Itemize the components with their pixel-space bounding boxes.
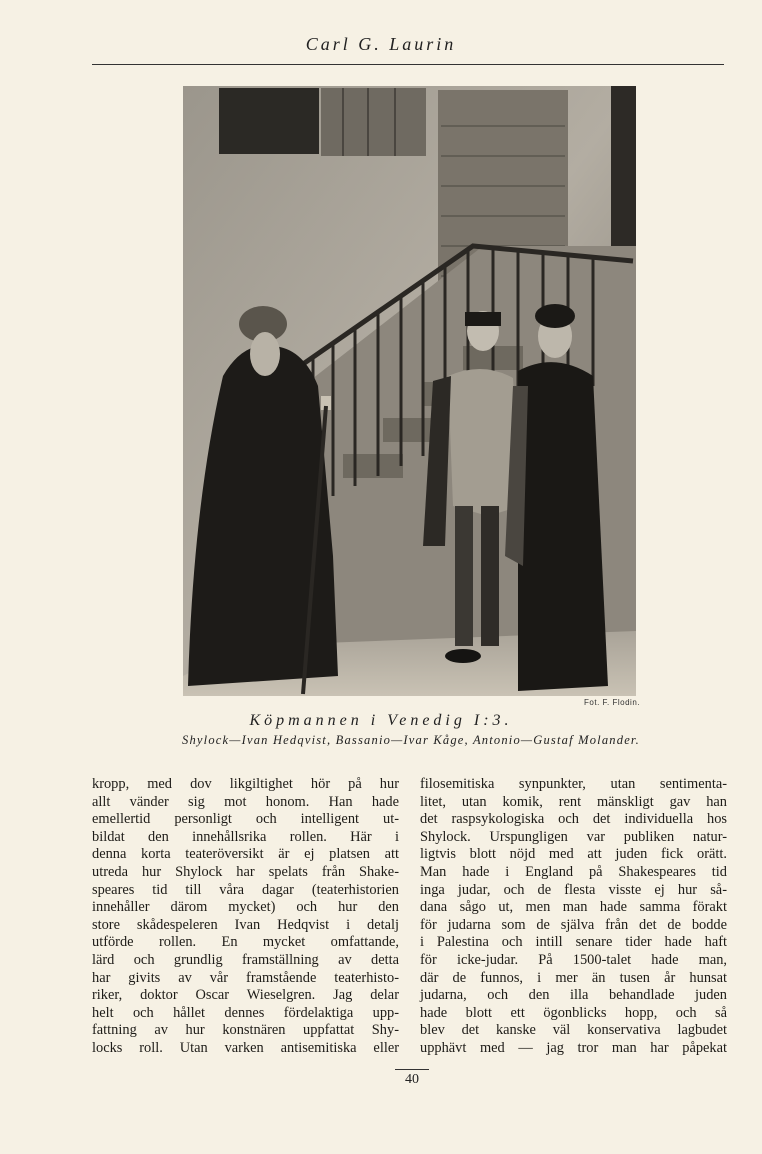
text-line: hade blott ett ögonblicks hopp, och så (420, 1004, 727, 1021)
text-line: filosemitiska synpunkter, utan sentimenta- (420, 776, 727, 792)
text-line: innehåller därom mycket) och hur den (92, 899, 399, 916)
text-line: ligtvis blott nöjd med att juden fick orätt. (420, 846, 727, 863)
text-line: riker, doktor Oscar Wieselgren. Jag delar (92, 987, 399, 1004)
folio-rule (395, 1069, 429, 1070)
text-line: judarna, och den illa behandlade juden (420, 987, 727, 1004)
photo-credit: Fot. F. Flodin. (584, 698, 640, 707)
text-line: emellertid personligt och intelligent ut- (92, 811, 399, 828)
text-line: litet, utan komik, rent mänskligt gav han (420, 793, 727, 810)
text-line: blev det kanske väl konservativa lagbudet (420, 1022, 727, 1039)
text-line: bildat den innehållsrika rollen. Här i (92, 828, 399, 845)
stage-photograph (183, 86, 636, 696)
text-line: Shylock. Urspungligen var publiken natur- (420, 828, 727, 845)
text-line: lärd och grundlig framställning av detta (92, 951, 399, 968)
text-line: kropp, med dov likgiltighet hör på hur (92, 776, 399, 792)
page-number: 40 (405, 1072, 419, 1087)
body-column-left (92, 776, 399, 1058)
text-line: utförde rollen. En mycket omfattande, (92, 934, 399, 951)
text-line: i Palestina och intill senare tider hade haft (420, 934, 727, 951)
text-line: speares tid till våra dagar (teaterhistorien (92, 881, 399, 898)
text-line: locks roll. Utan varken antisemitiska eller (92, 1039, 399, 1056)
text-line: store skådespeleren Ivan Hedqvist i detalj (92, 916, 399, 933)
text-line: utreda hur Shylock har spelats från Shake- (92, 863, 399, 880)
text-line: har givits av vår framstående teaterhisto- (92, 969, 399, 986)
text-line: helt och hållet dennes fördelaktiga upp- (92, 1004, 399, 1021)
running-head: Carl G. Laurin (305, 34, 457, 54)
text-line: inga judar, och de flesta visste ej hur så- (420, 881, 727, 898)
text-line: dana sågo ut, men man hade samma förakt (420, 899, 727, 916)
text-line: för icke-judar. På 1500-talet hade man, (420, 951, 727, 968)
text-line: för judarna som de själva från det de bodde (420, 916, 727, 933)
body-column-right (420, 776, 727, 1058)
text-line: där de funnos, i mer än tusen år hunsat (420, 969, 727, 986)
text-line: det raspsykologiska och det individuella hos (420, 811, 727, 828)
text-line: upphävt med — jag tror man har påpekat (420, 1039, 727, 1056)
text-line: denna korta teateröversikt är ej platsen att (92, 846, 399, 863)
caption-cast: Shylock—Ivan Hedqvist, Bassanio—Ivar Kåge, Antonio—Gustaf Molander. (182, 733, 640, 747)
header-rule (92, 64, 724, 65)
text-line: Man hade i England på Shakespeares tid (420, 863, 727, 880)
caption-title: Köpmannen i Venedig I:3. (249, 712, 513, 729)
text-line: allt vänder sig mot honom. Han hade (92, 793, 399, 810)
text-line: fattning av hur konstnären uppfattat Shy- (92, 1022, 399, 1039)
